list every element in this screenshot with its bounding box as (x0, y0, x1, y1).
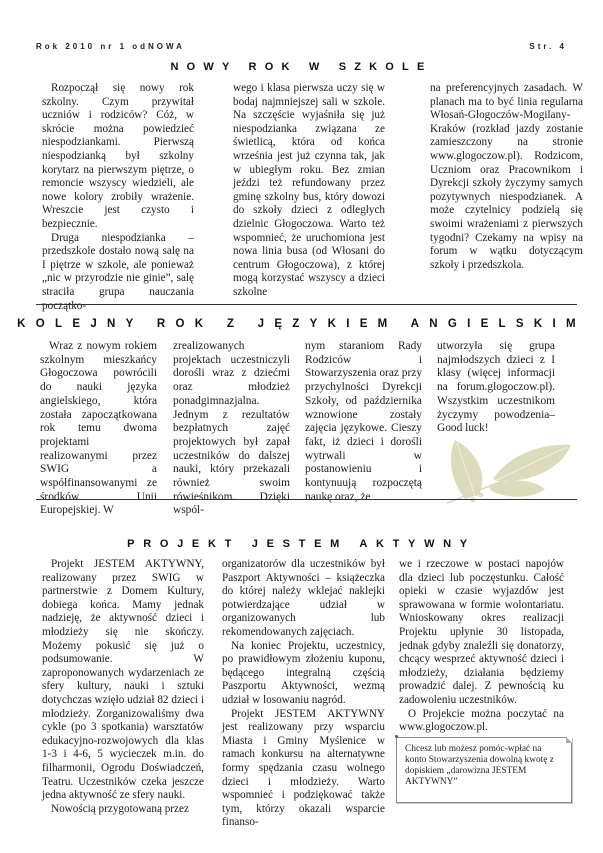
paragraph: we i rzeczowe w postaci napojów dla dzieci lub poczęstunku. Całość opieki w czasie wyjazdów jest sprawowana w formie wolontariatu. Wnioskowany okres realizacji Projektu upłynie 30 listopada, jednak gdyby znaleźli się donatorzy, chcący wesprzeć aktywność dzieci i młodzieży, działania będziemy prowadzić dalej. Z pewnością ku zadowoleniu uczestników. (399, 558, 564, 706)
article-3-column-3 (399, 558, 564, 735)
article-2-column-4 (437, 340, 555, 436)
paragraph: Wraz z nowym rokiem szkolnym mieszkańcy Głogoczowa powrócili do nauki języka angielskiego, która została zapoczątkowana rok temu dwoma projektami realizowanymi przez SWIG a współfinansowanymi ze środków Unii Europejskiej. W (40, 340, 157, 517)
donation-note-text: Chcesz lub możesz pomóc-wpłać na konto Stowarzyszenia dowolną kwotę z dopiskiem „darowizna JESTEM AKTYWNY” (405, 744, 554, 787)
article-2-column-3 (305, 340, 422, 504)
paragraph: wego i klasa pierwsza uczy się w bodaj najmniejszej sali w szkole. Na szczęście wyjaśniła się już niespodzianka związana ze świetlicą, która od końca września jest już czynna tak, jak w ubiegłym roku. Bez zmian jeździ też refundowany przez gminę szkolny bus, który dowozi do szkoły dzieci z odległych dzielnic Głogoczowa. Warto też wspomnieć, że uruchomiona jest nowa linia busa (od Włosani do centrum Głogoczowa), z której mogą korzystać wszyscy a dzieci szkolne (233, 82, 385, 298)
paragraph: Na koniec Projektu, uczestnicy, po prawidłowym złożeniu kuponu, będącego integralną częścią Paszportu Aktywności, wezmą udział w losowaniu nagród. (222, 639, 385, 706)
article-3-column-1 (42, 558, 204, 816)
article-1-column-3 (430, 82, 583, 272)
page-number: Str. 4 (529, 42, 567, 51)
leaf-branch-icon (445, 437, 577, 507)
article-2-column-1 (40, 340, 157, 518)
donation-note-box (396, 737, 572, 803)
article-3-column-2 (222, 558, 385, 830)
article-1-column-2 (233, 82, 385, 300)
issue-label: Rok 2010 nr 1 odNOWA (36, 42, 185, 51)
article-title-projekt-jestem-aktywny: PROJEKT JESTEM AKTYWNY (127, 538, 476, 550)
folded-corner-icon (566, 737, 572, 743)
paragraph: nym staraniom Rady Rodziców i Stowarzyszenia oraz przy przychylności Dyrekcji Szkoły, od października wznowione zostały zajęcia językowe. Cieszy fakt, iż dzieci i dorośli wytrwali w postanowieniu i kontynuują rozpoczętą naukę oraz, że (305, 340, 423, 503)
paragraph: Druga niespodzianka – przedszkole dostało nową salę na I piętrze w szkole, ale ponieważ „nic w przyrodzie nie ginie”, salę straciła grupa nauczania początko- (42, 231, 194, 312)
paragraph: zrealizowanych projektach uczestniczyli dorośli wraz z dziećmi oraz młodzież ponadgimnazjalna. Jednym z rezultatów bezpłatnych zajęć projektowych był zapał uczestników do dalszej nauki, który przekazali również swoim rówieśnikom. Dzięki wspól- (173, 340, 290, 517)
section-divider (36, 304, 577, 305)
article-title-english-language: KOLEJNY ROK Z JĘZYKIEM ANGIELSKIM (17, 318, 586, 330)
paragraph: Rozpoczął się nowy rok szkolny. Czym przywitał uczniów i rodziców? Cóż, w skrócie można powiedzieć niespodziankami. Pierwszą niespodzianką był szkolny korytarz na pierwszym piętrze, o remoncie wszyscy wiedzieli, ale nowe kolory zrobiły wrażenie. Wreszcie jest czysto i bezpiecznie. (42, 82, 194, 230)
article-2-column-2 (173, 340, 290, 518)
pin-icon (395, 735, 398, 738)
section-divider (36, 499, 577, 500)
article-title-new-school-year: NOWY ROK W SZKOLE (170, 61, 433, 73)
berry (479, 493, 484, 498)
paragraph: organizatorów dla uczestników był Paszport Aktywności – książeczka do której należy wklejać naklejki potwierdzające udział w organizowanych lub rekomendowanych zajęciach. (222, 558, 385, 638)
paragraph: Projekt JESTEM AKTYWNY, realizowany przez SWIG w partnerstwie z Domem Kultury, dobiega końca. Mamy jednak nadzieję, że aktywność dzieci i młodzieży się nie skończy. Możemy pokusić się już o podsumowanie. W zaproponowanych wydarzeniach ze sfery kultury, nauki i sztuki dotychczas wzięło udział 82 dzieci i młodzieży. Zorganizowaliśmy dwa cykle (po 3 spotkania) warsztatów edukacyjno-rozwojowych dla klas 1-3 i 4-6, 5 wycieczek m.in. do filharmonii, Ogrodu Doświadczeń, Teatru. Uczestników czeka jeszcze jedna aktywność ze sfery nauki. (42, 558, 204, 802)
paragraph: Nowością przygotowaną przez (51, 802, 189, 815)
paragraph: O Projekcie można poczytać na www.glogoczow.pl. (399, 707, 564, 734)
paragraph: Projekt JESTEM AKTYWNY jest realizowany przy wsparciu Miasta i Gminy Myślenice w ramach konkursu na alternatywne formy spędzania czasu wolnego dzieci i młodzieży. Warto wspomnieć i podziękować także tym, którzy okazali wsparcie finanso- (222, 707, 385, 829)
paragraph: utworzyła się grupa najmłodszych dzieci z I klasy (więcej informacji na forum.glogoczow.pl). Wszystkim uczestnikom życzymy powodzenia– Good luck! (437, 340, 555, 435)
running-header (36, 42, 567, 54)
article-1-column-1 (42, 82, 194, 313)
paragraph: na preferencyjnych zasadach. W planach ma to być linia regularna Włosań-Głogoczów-Mogilany-Kraków (rozkład jazdy zostanie zamieszczony na stronie www.glogoczow.pl). Rodzicom, Uczniom oraz Pracownikom i Dyrekcji szkoły życzymy samych pozytywnych niespodzianek. A może czytelnicy podzielą się swoimi wrażeniami z pierwszych tygodni? Czekamy na wpisy na forum w wątku dotyczącym szkoły i przedszkola. (430, 82, 583, 271)
